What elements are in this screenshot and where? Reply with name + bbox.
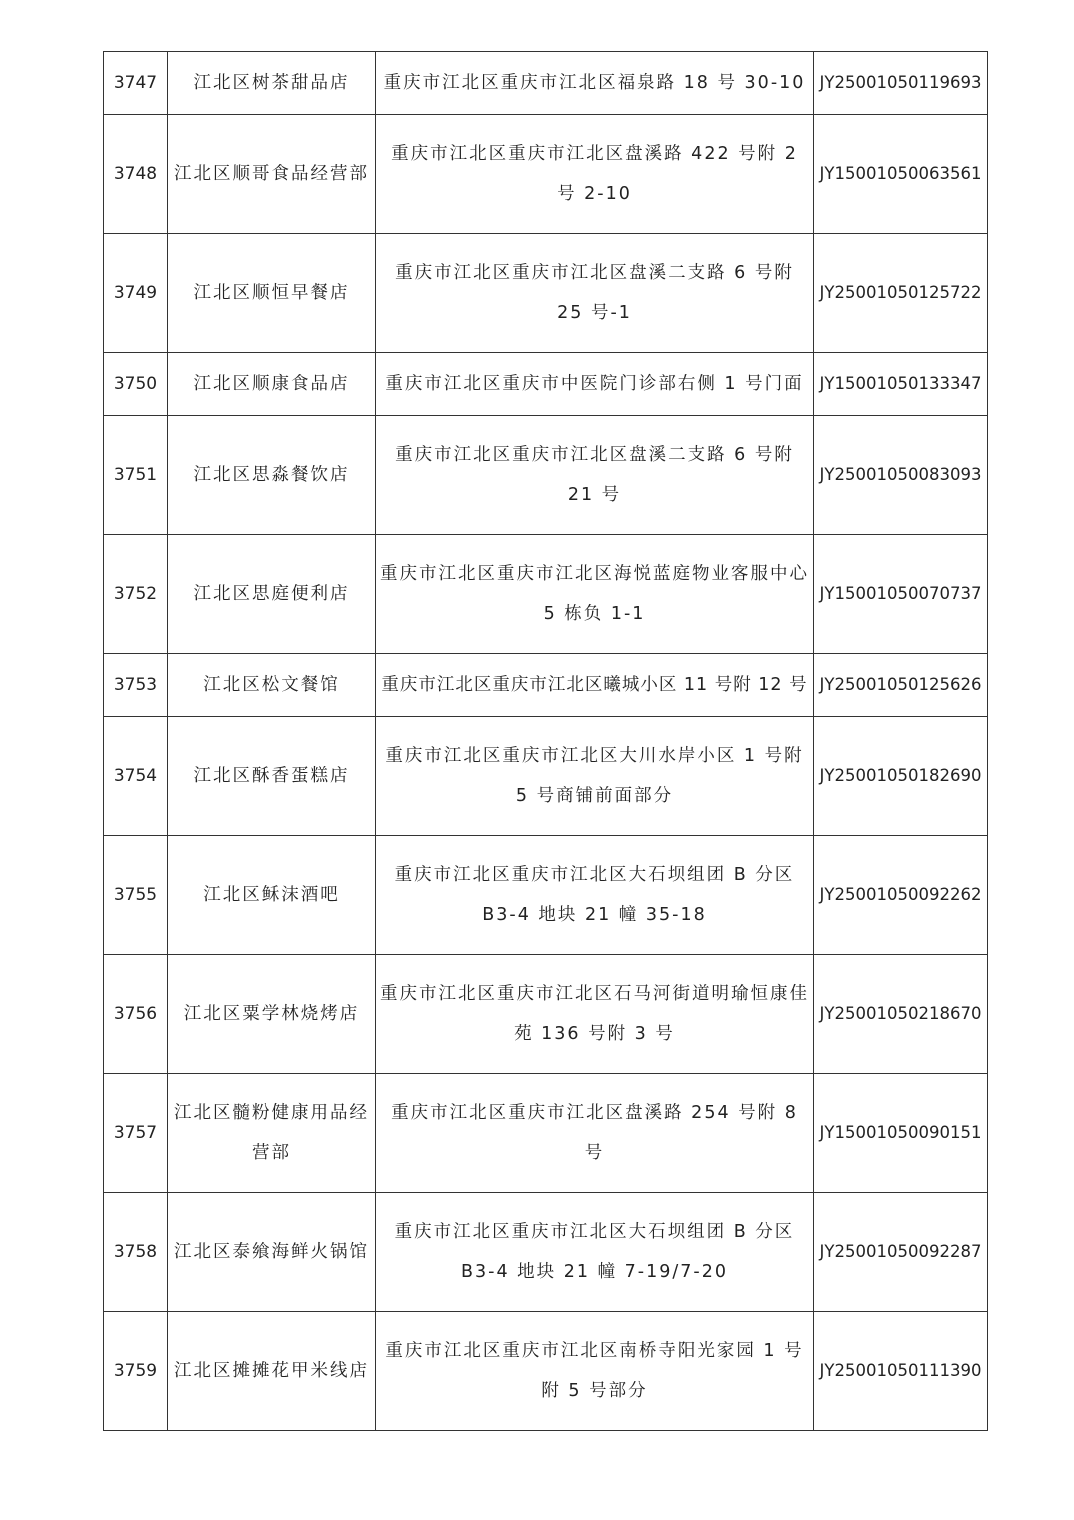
- table-row: [104, 1193, 988, 1312]
- business-address: 重庆市江北区重庆市江北区盘溪二支路 6 号附 25 号-1: [376, 234, 814, 353]
- business-name: 江北区稣沫酒吧: [168, 836, 376, 955]
- business-name: 江北区粟学林烧烤店: [168, 955, 376, 1074]
- license-number: JY25001050125626: [814, 654, 988, 717]
- business-name: 江北区摊摊花甲米线店: [168, 1312, 376, 1431]
- row-index: 3756: [104, 955, 168, 1074]
- business-name: 江北区顺哥食品经营部: [168, 115, 376, 234]
- table-row: [104, 353, 988, 416]
- business-address: 重庆市江北区重庆市江北区盘溪路 422 号附 2 号 2-10: [376, 115, 814, 234]
- row-index: 3749: [104, 234, 168, 353]
- license-number: JY25001050119693: [814, 52, 988, 115]
- business-address: 重庆市江北区重庆市江北区大石坝组团 B 分区 B3-4 地块 21 幢 7-19/7-20: [376, 1193, 814, 1312]
- license-number: JY25001050218670: [814, 955, 988, 1074]
- business-address: 重庆市江北区重庆市江北区福泉路 18 号 30-10: [376, 52, 814, 115]
- business-address: 重庆市江北区重庆市江北区盘溪路 254 号附 8 号: [376, 1074, 814, 1193]
- table-row: [104, 717, 988, 836]
- table-row: [104, 1312, 988, 1431]
- business-name: 江北区松文餐馆: [168, 654, 376, 717]
- table-row: [104, 52, 988, 115]
- row-index: 3752: [104, 535, 168, 654]
- business-name: 江北区思淼餐饮店: [168, 416, 376, 535]
- row-index: 3755: [104, 836, 168, 955]
- license-number: JY25001050092262: [814, 836, 988, 955]
- license-number: JY15001050070737: [814, 535, 988, 654]
- business-address: 重庆市江北区重庆市江北区大石坝组团 B 分区 B3-4 地块 21 幢 35-18: [376, 836, 814, 955]
- license-number: JY25001050111390: [814, 1312, 988, 1431]
- business-address: 重庆市江北区重庆市江北区盘溪二支路 6 号附 21 号: [376, 416, 814, 535]
- license-number: JY25001050182690: [814, 717, 988, 836]
- license-number: JY15001050090151: [814, 1074, 988, 1193]
- business-name: 江北区酥香蛋糕店: [168, 717, 376, 836]
- business-address: 重庆市江北区重庆市江北区大川水岸小区 1 号附 5 号商铺前面部分: [376, 717, 814, 836]
- table-row: [104, 955, 988, 1074]
- license-number: JY25001050092287: [814, 1193, 988, 1312]
- table-row: [104, 234, 988, 353]
- license-number: JY15001050063561: [814, 115, 988, 234]
- row-index: 3747: [104, 52, 168, 115]
- row-index: 3759: [104, 1312, 168, 1431]
- business-name: 江北区思庭便利店: [168, 535, 376, 654]
- business-name: 江北区顺恒早餐店: [168, 234, 376, 353]
- license-number: JY25001050125722: [814, 234, 988, 353]
- row-index: 3750: [104, 353, 168, 416]
- table-row: [104, 654, 988, 717]
- business-address: 重庆市江北区重庆市江北区石马河街道明瑜恒康佳苑 136 号附 3 号: [376, 955, 814, 1074]
- business-address: 重庆市江北区重庆市江北区海悦蓝庭物业客服中心 5 栋负 1-1: [376, 535, 814, 654]
- business-address: 重庆市江北区重庆市江北区南桥寺阳光家园 1 号附 5 号部分: [376, 1312, 814, 1431]
- table-row: [104, 1074, 988, 1193]
- license-number: JY25001050083093: [814, 416, 988, 535]
- row-index: 3757: [104, 1074, 168, 1193]
- table-row: [104, 115, 988, 234]
- row-index: 3754: [104, 717, 168, 836]
- business-name: 江北区髓粉健康用品经营部: [168, 1074, 376, 1193]
- business-name: 江北区泰飨海鲜火锅馆: [168, 1193, 376, 1312]
- license-number: JY15001050133347: [814, 353, 988, 416]
- row-index: 3751: [104, 416, 168, 535]
- business-name: 江北区顺康食品店: [168, 353, 376, 416]
- table-row: [104, 836, 988, 955]
- row-index: 3748: [104, 115, 168, 234]
- business-address: 重庆市江北区重庆市中医院门诊部右侧 1 号门面: [376, 353, 814, 416]
- license-table: [103, 51, 988, 1431]
- row-index: 3753: [104, 654, 168, 717]
- business-address: 重庆市江北区重庆市江北区曦城小区 11 号附 12 号: [376, 654, 814, 717]
- row-index: 3758: [104, 1193, 168, 1312]
- business-name: 江北区树茶甜品店: [168, 52, 376, 115]
- table-row: [104, 535, 988, 654]
- table-row: [104, 416, 988, 535]
